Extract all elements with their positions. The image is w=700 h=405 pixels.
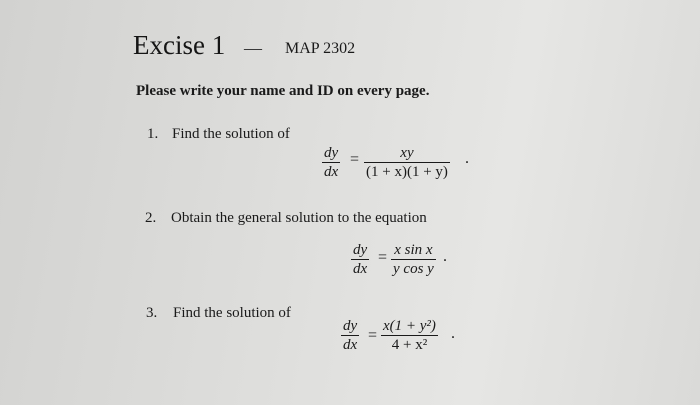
equation-1-lhs-denominator: dx [324, 164, 339, 180]
instruction-text: Please write your name and ID on every page. [136, 83, 430, 99]
equation-3-rhs-denominator: 4 + x² [381, 335, 438, 354]
equation-2-rhs-denominator: y cos y [393, 261, 434, 277]
equation-2-rhs-numerator: x sin x [394, 242, 433, 258]
equation-3-rhs-numerator: x(1 + y²) [383, 318, 436, 334]
equation-1-lhs [322, 144, 340, 181]
equation-3-lhs [341, 317, 359, 354]
equation-1-equals: = [350, 151, 360, 168]
equation-1-period: . [465, 150, 469, 167]
equation-3-period: . [451, 325, 455, 342]
equation-2-equals: = [378, 249, 388, 266]
equation-1-rhs-numerator: xy [400, 145, 414, 161]
equation-3-equals: = [368, 327, 378, 344]
problem-3-text: Find the solution of [173, 305, 291, 321]
title-dash: — [244, 38, 262, 58]
equation-3-lhs-numerator: dy [343, 318, 358, 334]
course-code: MAP 2302 [285, 40, 356, 57]
problem-1-number: 1. [147, 126, 159, 142]
equation-2-lhs-denominator: dx [353, 261, 368, 277]
problem-2-number: 2. [145, 210, 157, 226]
equation-2-rhs [391, 241, 436, 278]
equation-2-period: . [443, 248, 447, 265]
equation-1-rhs [364, 144, 450, 181]
problem-2-text: Obtain the general solution to the equation [171, 210, 427, 226]
equation-3-rhs [381, 317, 438, 354]
problem-3-number: 3. [146, 305, 158, 321]
equation-1-rhs-denominator: (1 + x)(1 + y) [366, 164, 448, 180]
equation-3-lhs-denominator: dx [343, 337, 358, 353]
page-title: Excise 1 [133, 30, 226, 60]
problem-1-text: Find the solution of [172, 126, 290, 142]
equation-2-lhs [351, 241, 369, 278]
equation-2-lhs-numerator: dy [353, 242, 368, 258]
equation-1-lhs-numerator: dy [324, 145, 339, 161]
